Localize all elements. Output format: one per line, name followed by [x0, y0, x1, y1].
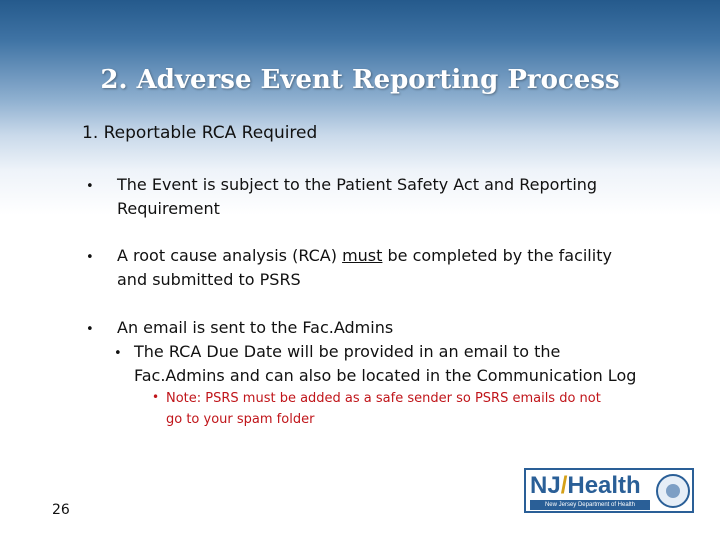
sub-bullet-line-2: Fac.Admins and can also be located in the Communication Log — [134, 366, 637, 385]
bullet-3-line-1: An email is sent to the Fac.Admins — [117, 318, 394, 337]
nj-health-logo — [524, 468, 694, 513]
logo-health-text: Health — [567, 472, 641, 499]
bullet-2-line-1 — [117, 244, 612, 268]
bullet-2-text-pre: A root cause analysis (RCA) — [117, 246, 343, 265]
slide-title: 2. Adverse Event Reporting Process — [100, 65, 620, 95]
bullet-2-underlined-word: must — [342, 246, 383, 265]
logo-nj-text: NJ — [530, 472, 561, 499]
page-number: 26 — [52, 502, 70, 518]
state-seal-icon — [656, 474, 690, 508]
bullet-2-text-post: be completed by the facility — [382, 246, 612, 265]
sub-bullet-line-1: The RCA Due Date will be provided in an email to the — [134, 342, 561, 361]
sub-bullet-icon: • — [114, 346, 122, 361]
logo-wordmark — [530, 473, 641, 499]
bullet-icon: • — [86, 250, 94, 265]
bullet-1-line-2: Requirement — [117, 199, 220, 218]
note-line-1: Note: PSRS must be added as a safe sender so PSRS emails do not — [166, 391, 601, 406]
bullet-icon: • — [86, 322, 94, 337]
logo-tagline: New Jersey Department of Health — [530, 500, 650, 510]
note-line-2: go to your spam folder — [166, 412, 315, 427]
logo-slash-text: / — [560, 472, 568, 499]
bullet-2-line-2: and submitted to PSRS — [117, 270, 301, 289]
note-bullet-icon: • — [152, 390, 160, 404]
bullet-1-line-1: The Event is subject to the Patient Safety Act and Reporting — [117, 175, 598, 194]
section-heading: 1. Reportable RCA Required — [82, 123, 318, 143]
bullet-icon: • — [86, 179, 94, 194]
